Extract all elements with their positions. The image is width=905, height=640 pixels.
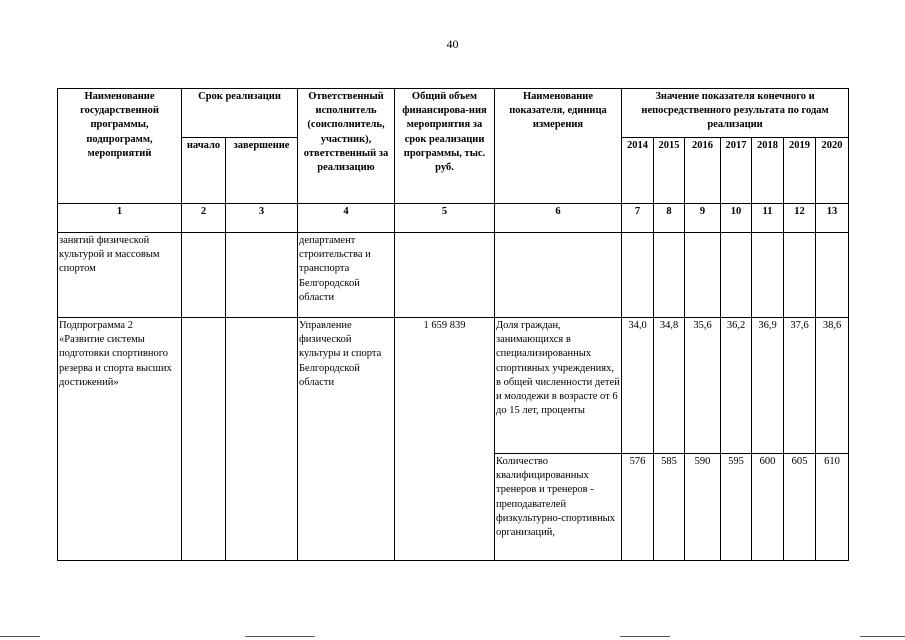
indicator-value: 37,6 — [784, 318, 816, 454]
indicator-value: 610 — [816, 454, 849, 561]
column-number: 1 — [58, 204, 182, 233]
scan-edge-line — [0, 636, 40, 637]
header-year: 2016 — [685, 138, 721, 204]
indicator-value: 595 — [721, 454, 752, 561]
indicator-value: 590 — [685, 454, 721, 561]
column-number: 8 — [654, 204, 685, 233]
column-number: 6 — [495, 204, 622, 233]
executor: департамент строительства и транспорта Белгородской области — [298, 233, 395, 318]
indicator-value: 34,8 — [654, 318, 685, 454]
indicator-value: 605 — [784, 454, 816, 561]
header-year: 2015 — [654, 138, 685, 204]
header-funding: Общий объем финансирова-ния мероприятия за срок реализации программы, тыс. руб. — [395, 89, 495, 204]
end-cell — [226, 318, 298, 561]
header-end: завершение — [226, 138, 298, 204]
indicator-value: 600 — [752, 454, 784, 561]
header-indicator-values: Значение показателя конечного и непосредственного результата по годам реализации — [622, 89, 849, 138]
indicator-cell — [495, 233, 622, 318]
header-start: начало — [182, 138, 226, 204]
header-year: 2014 — [622, 138, 654, 204]
header-year: 2017 — [721, 138, 752, 204]
header-period: Срок реализации — [182, 89, 298, 138]
indicator-value: 34,0 — [622, 318, 654, 454]
table-row — [58, 318, 849, 454]
column-number: 9 — [685, 204, 721, 233]
column-number: 11 — [752, 204, 784, 233]
funding-cell — [395, 233, 495, 318]
column-number: 12 — [784, 204, 816, 233]
value-cell — [685, 233, 721, 318]
column-number: 10 — [721, 204, 752, 233]
header-indicator: Наименование показателя, единица измерения — [495, 89, 622, 204]
scan-edge-line — [860, 636, 905, 637]
header-executor: Ответственный исполнитель (соисполнитель, участник), ответственный за реализацию — [298, 89, 395, 204]
value-cell — [721, 233, 752, 318]
value-cell — [752, 233, 784, 318]
header-year: 2019 — [784, 138, 816, 204]
indicator-value: 35,6 — [685, 318, 721, 454]
indicator-value: 36,9 — [752, 318, 784, 454]
header-program-name: Наименование государственной программы, подпрограмм, мероприятий — [58, 89, 182, 204]
scan-edge-line — [245, 636, 315, 637]
indicator-value: 585 — [654, 454, 685, 561]
column-number: 5 — [395, 204, 495, 233]
value-cell — [816, 233, 849, 318]
executor: Управление физической культуры и спорта Белгородской области — [298, 318, 395, 561]
page-number: 40 — [446, 37, 459, 51]
column-number: 7 — [622, 204, 654, 233]
funding-amount: 1 659 839 — [395, 318, 495, 561]
end-cell — [226, 233, 298, 318]
header-year: 2018 — [752, 138, 784, 204]
indicator-value: 36,2 — [721, 318, 752, 454]
scan-edge-line — [620, 636, 670, 637]
value-cell — [654, 233, 685, 318]
column-number: 4 — [298, 204, 395, 233]
start-cell — [182, 233, 226, 318]
table-row — [58, 233, 849, 318]
program-name: Подпрограмма 2 «Развитие системы подготовки спортивного резерва и спорта высших достижений» — [58, 318, 182, 561]
indicator-value: 38,6 — [816, 318, 849, 454]
indicator-name: Количество квалифицированных тренеров и тренеров - преподавателей физкультурно-спортивных организаций, — [495, 454, 622, 561]
indicator-value: 576 — [622, 454, 654, 561]
indicator-name: Доля граждан, занимающихся в специализированных спортивных учреждениях, в общей численности детей и молодежи в возрасте от 6 до 15 лет, проценты — [495, 318, 622, 454]
column-number: 13 — [816, 204, 849, 233]
program-name: занятий физической культурой и массовым спортом — [58, 233, 182, 318]
column-number: 2 — [182, 204, 226, 233]
header-year: 2020 — [816, 138, 849, 204]
value-cell — [784, 233, 816, 318]
column-numbers-row — [58, 204, 849, 233]
column-number: 3 — [226, 204, 298, 233]
start-cell — [182, 318, 226, 561]
value-cell — [622, 233, 654, 318]
results-table — [57, 88, 849, 561]
